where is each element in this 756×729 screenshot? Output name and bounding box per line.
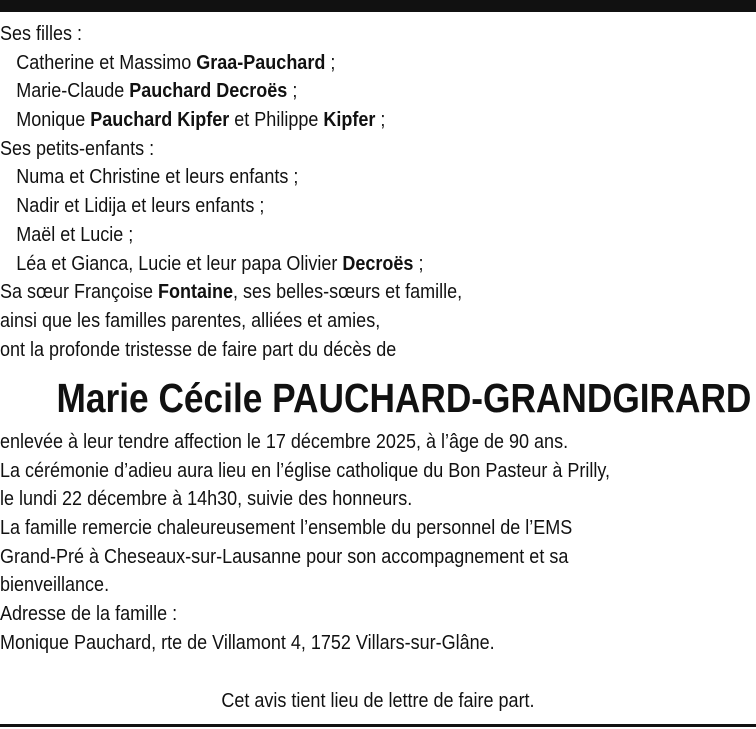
daughter-surname: Graa-Pauchard bbox=[196, 51, 326, 74]
grandchild-line bbox=[0, 192, 680, 221]
details-section bbox=[0, 428, 756, 658]
footer-note: Cet avis tient lieu de lettre de faire part. bbox=[221, 690, 535, 712]
footer-note-block bbox=[0, 687, 756, 715]
grandchild-line bbox=[0, 250, 680, 279]
ceremony-line: le lundi 22 décembre à 14h30, suivie des honneurs. bbox=[0, 488, 413, 511]
grandchild-text: ; bbox=[413, 252, 424, 275]
daughter-surname: Kipfer bbox=[323, 109, 376, 132]
thanks-line: La famille remercie chaleureusement l’ensemble du personnel de l’EMS bbox=[0, 517, 573, 540]
deceased-name: Marie Cécile PAUCHARD-GRANDGIRARD bbox=[56, 375, 752, 421]
sister-text: , ses belles-sœurs et famille, bbox=[233, 281, 463, 304]
daughter-text: et Philippe bbox=[229, 109, 324, 132]
grandchild-line bbox=[0, 221, 680, 250]
grandchild-text: Léa et Gianca, Lucie et leur papa Olivier bbox=[16, 252, 343, 275]
top-border bbox=[0, 0, 756, 12]
announcement-line: ont la profonde tristesse de faire part du décès de bbox=[0, 338, 397, 361]
daughter-text: Monique bbox=[16, 109, 91, 132]
daughter-line bbox=[0, 49, 680, 78]
daughter-text: Marie-Claude bbox=[16, 80, 130, 103]
daughters-heading: Ses filles : bbox=[0, 23, 83, 45]
passing-line: enlevée à leur tendre affection le 17 décembre 2025, à l’âge de 90 ans. bbox=[0, 431, 569, 453]
grandchild-text: Nadir et Lidija et leurs enfants ; bbox=[16, 195, 265, 218]
address-heading: Adresse de la famille : bbox=[0, 603, 178, 626]
sister-text: Sa sœur Françoise bbox=[0, 281, 159, 304]
daughter-text: Catherine et Massimo bbox=[16, 51, 197, 74]
grandchildren-heading: Ses petits-enfants : bbox=[0, 137, 155, 160]
ceremony-line: La cérémonie d’adieu aura lieu en l’église catholique du Bon Pasteur à Prilly, bbox=[0, 459, 611, 482]
daughter-text: ; bbox=[325, 51, 336, 74]
daughter-line bbox=[0, 77, 680, 106]
grandchild-text: Numa et Christine et leurs enfants ; bbox=[16, 166, 299, 189]
grandchild-line bbox=[0, 163, 680, 192]
daughter-surname: Pauchard Kipfer bbox=[90, 109, 230, 132]
daughter-surname: Pauchard Decroës bbox=[129, 80, 288, 103]
daughter-text: ; bbox=[375, 109, 386, 132]
sister-line bbox=[0, 278, 680, 307]
grandchild-text: Maël et Lucie ; bbox=[16, 223, 134, 246]
thanks-line: Grand-Pré à Cheseaux-sur-Lausanne pour son accompagnement et sa bbox=[0, 545, 569, 568]
grandchild-surname: Decroës bbox=[342, 252, 414, 275]
family-section bbox=[0, 20, 680, 364]
thanks-line: bienveillance. bbox=[0, 574, 110, 597]
daughter-line bbox=[0, 106, 680, 135]
family-address: Monique Pauchard, rte de Villamont 4, 1752 Villars-sur-Glâne. bbox=[0, 631, 495, 654]
sister-surname: Fontaine bbox=[158, 281, 234, 304]
relatives-line: ainsi que les familles parentes, alliées et amies, bbox=[0, 309, 381, 332]
daughter-text: ; bbox=[287, 80, 298, 103]
deceased-name-block bbox=[0, 374, 756, 422]
bottom-border bbox=[0, 724, 756, 727]
